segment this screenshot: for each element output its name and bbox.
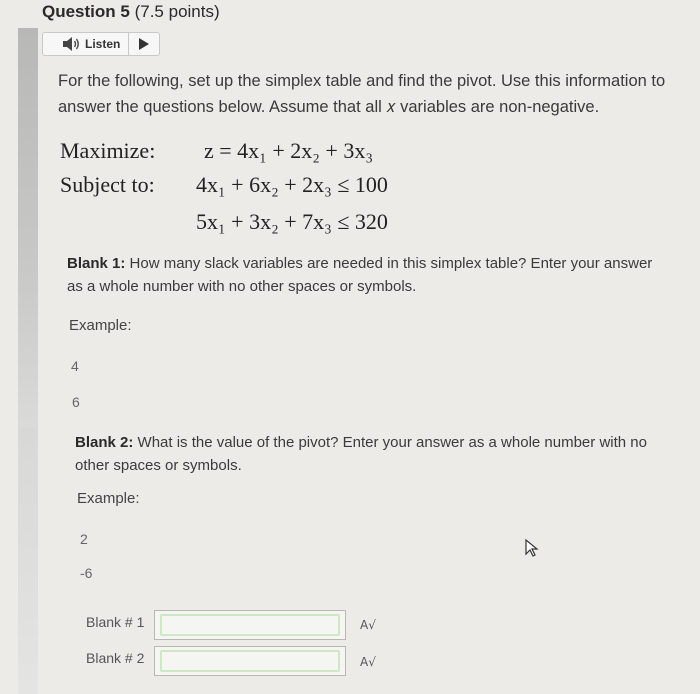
question-side-bar-lower — [18, 428, 38, 694]
spellcheck-icon[interactable]: A√ — [360, 655, 376, 669]
mouse-cursor-icon — [524, 538, 542, 558]
subject-to-label: Subject to: — [60, 172, 155, 197]
listen-divider — [128, 32, 129, 56]
constraint-2: 5x₁ + 3x₂ + 7x₃ ≤ 320 — [196, 209, 388, 234]
blank2-example-2: -6 — [80, 565, 93, 581]
speaker-icon — [61, 36, 83, 52]
blank1-example-1: 4 — [71, 358, 79, 374]
question-intro: For the following, set up the simplex table and find the pivot. Use this information to answer the questions below. Assume that all 𝑥 variables are non-negative. — [58, 72, 666, 116]
maximize-label: Maximize: — [60, 138, 156, 163]
answer-blank-2-input[interactable] — [154, 646, 346, 676]
blank1-text: How many slack variables are needed in this simplex table? Enter your answer as a whole number with no other spaces or symbols. — [67, 255, 653, 295]
question-title: Question 5 (7.5 points) — [42, 2, 220, 21]
blank2-example-1: 2 — [80, 531, 88, 547]
question-points: (7.5 points) — [134, 2, 220, 21]
spellcheck-icon[interactable]: A√ — [360, 618, 376, 632]
blank1-example-label: Example: — [69, 317, 132, 334]
answer-blank-2-label: Blank # 2 — [86, 650, 145, 666]
blank2-example-label: Example: — [77, 490, 140, 507]
question-side-bar — [18, 28, 38, 428]
blank2-text: What is the value of the pivot? Enter your answer as a whole number with no other spaces or symbols. — [75, 434, 647, 474]
constraint-1: 4x₁ + 6x₂ + 2x₃ ≤ 100 — [196, 172, 388, 197]
blank2-prompt — [75, 431, 665, 477]
answer-blank-1-input[interactable] — [154, 610, 346, 640]
blank2-label: Blank 2: — [75, 434, 134, 451]
play-icon[interactable] — [139, 38, 149, 50]
answer-blank-1-label: Blank # 1 — [86, 614, 145, 630]
listen-label: Listen — [85, 37, 121, 51]
blank1-label: Blank 1: — [67, 255, 126, 272]
blank1-prompt — [67, 252, 667, 298]
blank1-example-2: 6 — [72, 394, 80, 410]
objective-function: z = 4x₁ + 2x₂ + 3x₃ — [204, 138, 373, 163]
listen-button[interactable] — [42, 32, 160, 56]
